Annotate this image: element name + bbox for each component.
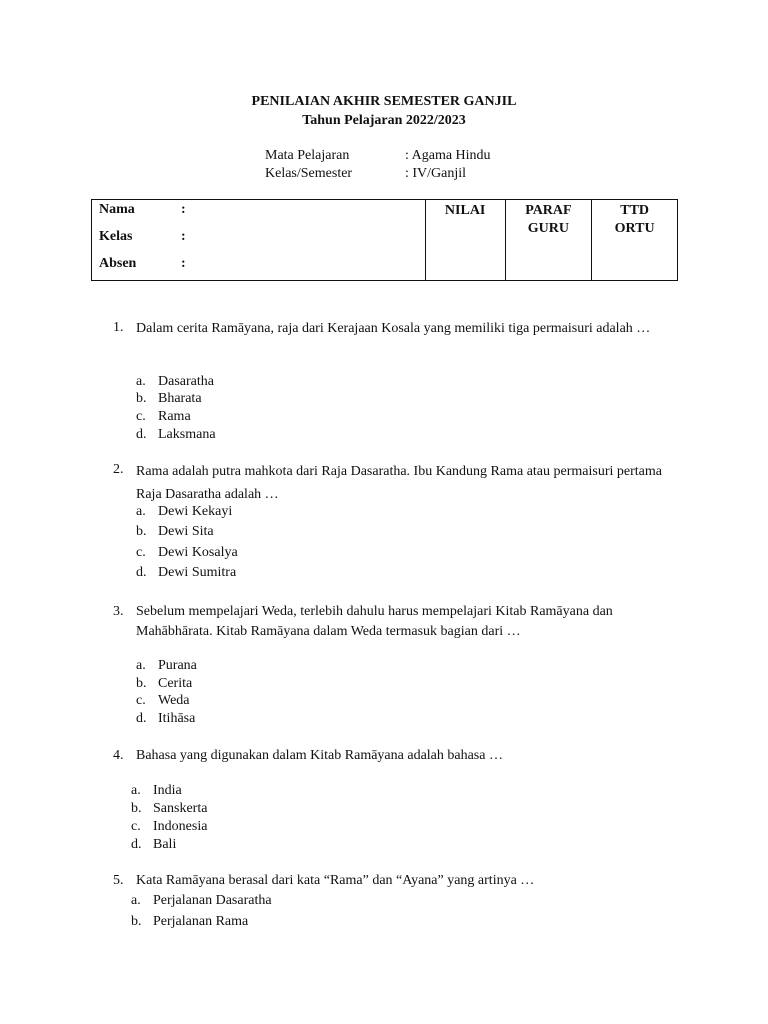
field-colon: : <box>181 229 186 244</box>
option-letter: a. <box>131 893 141 908</box>
meta-label: Kelas/Semester <box>265 166 353 181</box>
option-text: India <box>153 783 182 798</box>
option-text: Dewi Kekayi <box>158 504 233 519</box>
option-text: Itihāsa <box>158 711 196 726</box>
option-text: Laksmana <box>158 427 216 442</box>
field-colon: : <box>181 202 186 217</box>
question-text: Sebelum mempelajari Weda, terlebih dahulu harus mempelajari Kitab Ramāyana dan Mahābhārata. Kitab Ramāyana dalam Weda termasuk bagian dari … <box>136 604 613 639</box>
option-letter: c. <box>131 819 141 834</box>
option-text: Dasaratha <box>158 374 214 389</box>
option-letter: c. <box>136 545 146 560</box>
question-text: Rama adalah putra mahkota dari Raja Dasaratha. Ibu Kandung Rama atau permaisuri pertama Raja Dasaratha adalah … <box>136 464 662 502</box>
option-letter: b. <box>136 391 147 406</box>
option-letter: d. <box>136 711 147 726</box>
column-header: PARAF <box>525 203 572 218</box>
identity-table <box>91 199 678 281</box>
column-header-line2: GURU <box>527 221 570 236</box>
question-number: 2. <box>113 462 124 477</box>
question-text: Dalam cerita Ramāyana, raja dari Kerajaan Kosala yang memiliki tiga permaisuri adalah … <box>136 321 651 336</box>
question-text: Kata Ramāyana berasal dari kata “Rama” dan “Ayana” yang artinya … <box>136 873 535 888</box>
column-header: NILAI <box>444 203 486 218</box>
field-colon: : <box>181 256 186 271</box>
teacher-initial-cell[interactable] <box>505 200 592 281</box>
column-header: TTD <box>620 203 650 218</box>
question-number: 5. <box>113 873 124 888</box>
exam-title: PENILAIAN AKHIR SEMESTER GANJIL <box>251 94 517 109</box>
option-text: Perjalanan Rama <box>153 914 249 929</box>
option-letter: a. <box>136 658 146 673</box>
option-letter: a. <box>131 783 141 798</box>
option-text: Purana <box>158 658 197 673</box>
option-letter: c. <box>136 409 146 424</box>
question-number: 1. <box>113 320 124 335</box>
option-text: Sanskerta <box>153 801 208 816</box>
question-text: Bahasa yang digunakan dalam Kitab Ramāyana adalah bahasa … <box>136 748 503 763</box>
score-cell[interactable] <box>425 200 505 281</box>
student-identity-cell <box>92 200 426 281</box>
field-label: Absen <box>99 256 137 271</box>
question-number: 3. <box>113 604 124 619</box>
question-number: 4. <box>113 748 124 763</box>
option-text: Dewi Kosalya <box>158 545 238 560</box>
option-letter: c. <box>136 693 146 708</box>
meta-label: Mata Pelajaran <box>265 148 350 163</box>
option-letter: d. <box>136 427 147 442</box>
option-text: Dewi Sumitra <box>158 565 237 580</box>
option-letter: b. <box>136 524 147 539</box>
meta-value: : IV/Ganjil <box>405 166 467 181</box>
field-label: Kelas <box>99 229 133 244</box>
column-header-line2: ORTU <box>614 221 655 236</box>
option-text: Bali <box>153 837 177 852</box>
option-letter: a. <box>136 504 146 519</box>
option-text: Dewi Sita <box>158 524 214 539</box>
option-letter: b. <box>136 676 147 691</box>
meta-value: : Agama Hindu <box>405 148 491 163</box>
option-text: Bharata <box>158 391 202 406</box>
option-text: Weda <box>158 693 190 708</box>
option-letter: d. <box>136 565 147 580</box>
option-text: Rama <box>158 409 191 424</box>
parent-signature-cell[interactable] <box>592 200 678 281</box>
field-label: Nama <box>99 202 135 217</box>
option-letter: b. <box>131 801 142 816</box>
exam-year: Tahun Pelajaran 2022/2023 <box>302 113 466 128</box>
option-text: Cerita <box>158 676 193 691</box>
option-letter: d. <box>131 837 142 852</box>
option-letter: b. <box>131 914 142 929</box>
option-text: Indonesia <box>153 819 208 834</box>
option-letter: a. <box>136 374 146 389</box>
option-text: Perjalanan Dasaratha <box>153 893 272 908</box>
